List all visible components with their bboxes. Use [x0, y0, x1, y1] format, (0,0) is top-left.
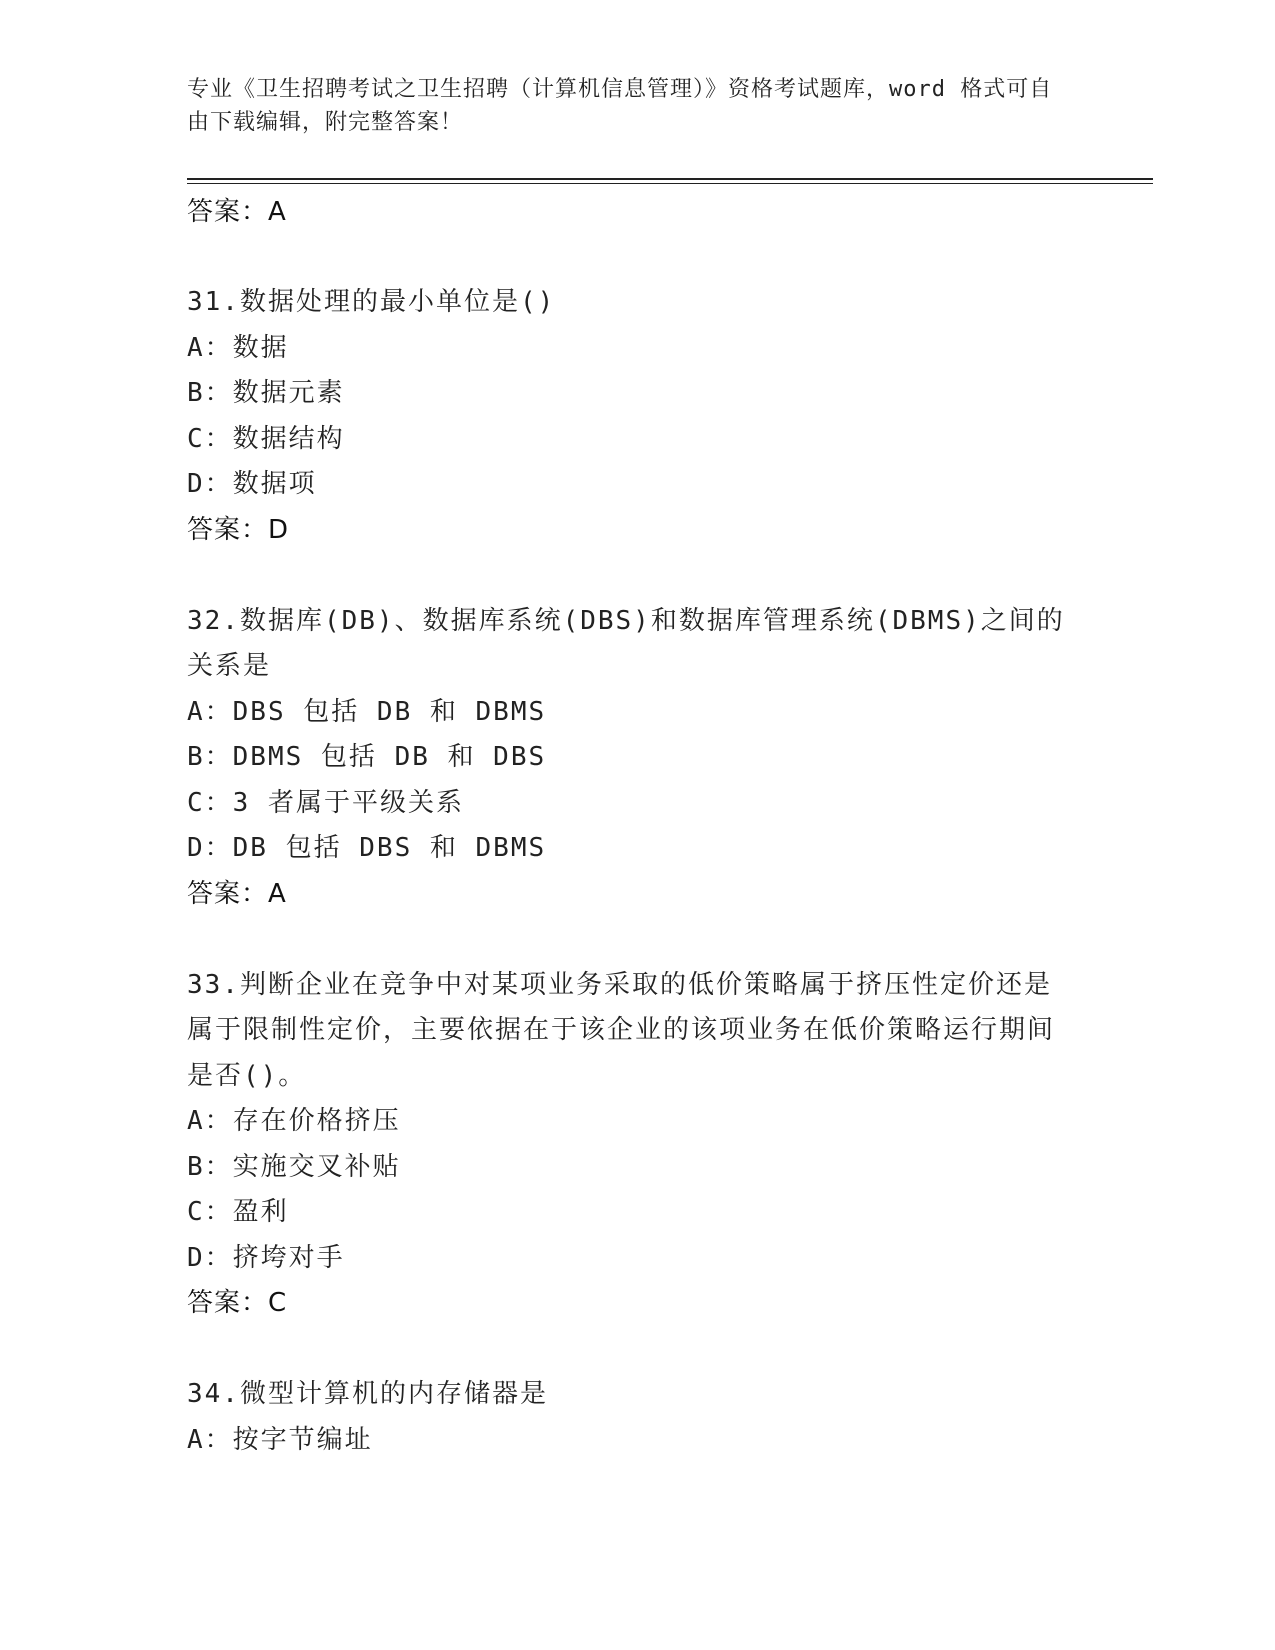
question-list [187, 190, 1087, 1509]
question-stem: 32.数据库(DB)、数据库系统(DBS)和数据库管理系统(DBMS)之间的关系是 [187, 605, 1065, 681]
option-a: A：数据 [187, 332, 289, 363]
page-header: 专业《卫生招聘考试之卫生招聘（计算机信息管理）》资格考试题库，word 格式可自由下载编辑，附完整答案！ [187, 77, 1053, 135]
header-rule-thick [187, 178, 1153, 180]
question-stem: 33.判断企业在竞争中对某项业务采取的低价策略属于挤压性定价还是属于限制性定价，主要依据在于该企业的该项业务在低价策略运行期间是否()。 [187, 969, 1056, 1091]
answer-line: 答案：D [187, 514, 290, 545]
question-32 [187, 599, 1087, 917]
option-c: C：盈利 [187, 1197, 289, 1227]
option-b: B：DBMS 包括 DB 和 DBS [187, 742, 547, 772]
header-rule-thin [187, 183, 1153, 184]
option-a: A：存在价格挤压 [187, 1106, 401, 1136]
option-c: C：3 者属于平级关系 [187, 787, 464, 818]
option-d: D：DB 包括 DBS 和 DBMS [187, 833, 547, 863]
option-b: B：实施交叉补贴 [187, 1151, 401, 1182]
question-stem: 31.数据处理的最小单位是() [187, 287, 556, 317]
question-34 [187, 1372, 1087, 1463]
question-stem: 34.微型计算机的内存储器是 [187, 1379, 548, 1409]
option-a: A：按字节编址 [187, 1424, 373, 1455]
answer-line: 答案：C [187, 1288, 288, 1318]
option-d: D：挤垮对手 [187, 1242, 345, 1273]
question-31 [187, 280, 1087, 553]
option-c: C：数据结构 [187, 423, 345, 454]
answer-line: 答案：A [187, 878, 287, 909]
question-33 [187, 963, 1087, 1327]
option-d: D：数据项 [187, 469, 317, 499]
option-b: B：数据元素 [187, 378, 345, 408]
option-a: A：DBS 包括 DB 和 DBMS [187, 696, 547, 727]
answer-line: 答案：A [187, 197, 287, 227]
